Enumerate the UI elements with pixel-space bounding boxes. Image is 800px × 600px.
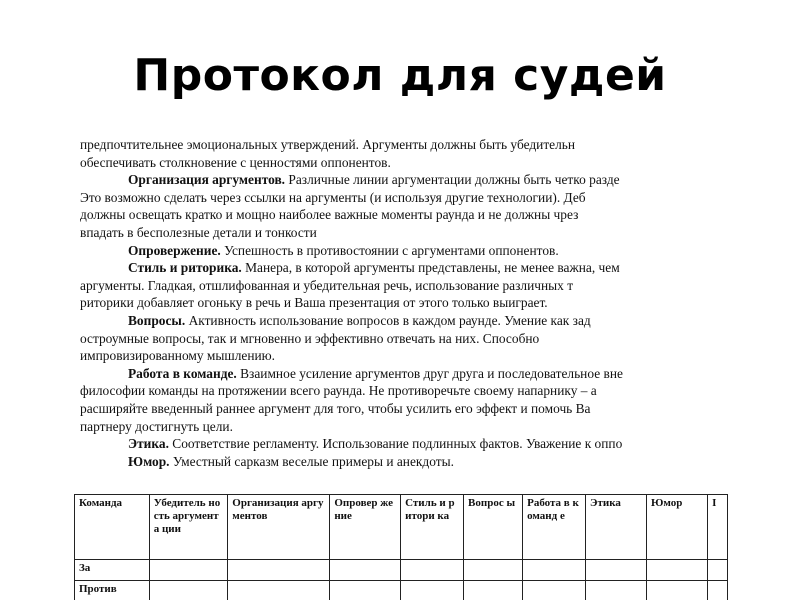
criterion-label: Этика.	[128, 436, 169, 452]
criterion-text: аргументы. Гладкая, отшлифованная и убедительная речь, использование различных т	[80, 277, 574, 293]
criterion-text: обеспечивать столкновение с ценностями оппонентов.	[80, 154, 391, 170]
score-cell[interactable]	[647, 560, 708, 581]
score-table-row	[75, 581, 728, 600]
criterion-text: Это возможно сделать через ссылки на аргументы (и используя другие технологии). Деб	[80, 189, 586, 205]
slide-title: Протокол для судей	[133, 50, 667, 101]
document-line	[80, 418, 728, 436]
score-table-header: Убедитель ность аргумента ции	[149, 495, 228, 560]
criterion-label: Юмор.	[128, 453, 170, 469]
score-table-header: I	[708, 495, 728, 560]
score-cell[interactable]	[330, 560, 401, 581]
criterion-text: риторики добавляет огоньку в речь и Ваша презентация от этого только выиграет.	[80, 295, 548, 311]
document-line	[80, 435, 728, 453]
score-table-header: Работа в команд е	[523, 495, 586, 560]
criterion-text: партнеру достигнуть цели.	[80, 418, 233, 434]
score-cell[interactable]	[586, 560, 647, 581]
criterion-text: Различные линии аргументации должны быть четко разде	[285, 172, 620, 188]
cropped-line	[80, 128, 728, 136]
score-cell[interactable]	[228, 581, 330, 600]
team-name-cell: Против	[75, 581, 150, 600]
criterion-text: Манера, в которой аргументы представлены, не менее важна, чем	[241, 260, 620, 276]
score-cell[interactable]	[149, 581, 228, 600]
criterion-text: впадать в бесполезные детали и тонкости	[80, 224, 317, 240]
criteria-text	[80, 136, 728, 470]
document-line	[80, 242, 728, 260]
criterion-text: Уместный сарказм веселые примеры и анекдоты.	[169, 453, 454, 469]
score-table-wrapper	[74, 494, 728, 600]
score-table-header: Опровер жение	[330, 495, 401, 560]
criterion-label: Организация аргументов.	[128, 172, 286, 188]
score-cell[interactable]	[228, 560, 330, 581]
criterion-text: предпочтительнее эмоциональных утверждений. Аргументы должны быть убедительн	[80, 137, 576, 152]
document-line	[80, 189, 728, 207]
score-cell[interactable]	[330, 581, 401, 600]
document-line	[80, 294, 728, 312]
document-line	[80, 400, 728, 418]
score-table-header: Стиль и ритори ка	[401, 495, 464, 560]
score-cell[interactable]	[708, 581, 728, 600]
score-cell[interactable]	[464, 581, 523, 600]
score-cell[interactable]	[401, 560, 464, 581]
score-cell[interactable]	[586, 581, 647, 600]
criterion-text: Соответствие регламенту. Использование подлинных фактов. Уважение к оппо	[168, 436, 623, 452]
team-name-cell: За	[75, 560, 150, 581]
criterion-text: расширяйте введенный раннее аргумент для того, чтобы усилить его эффект и помочь Ва	[80, 400, 591, 416]
criterion-label: Работа в команде.	[128, 365, 237, 381]
score-table	[74, 494, 728, 600]
criterion-text: Успешность в противостоянии с аргументами оппонентов.	[220, 242, 559, 258]
document-line	[80, 312, 728, 330]
score-cell[interactable]	[708, 560, 728, 581]
document-line	[80, 206, 728, 224]
score-cell[interactable]	[523, 581, 586, 600]
criterion-text: импровизированному мышлению.	[80, 348, 276, 364]
score-cell[interactable]	[401, 581, 464, 600]
criterion-text: Взаимное усиление аргументов друг друга и последовательное вне	[236, 365, 623, 381]
document-line	[80, 259, 728, 277]
document-line	[80, 154, 728, 172]
criterion-label: Стиль и риторика.	[128, 260, 242, 276]
document-line	[80, 136, 728, 154]
document-line	[80, 382, 728, 400]
score-cell[interactable]	[523, 560, 586, 581]
score-table-header: Команда	[75, 495, 150, 560]
score-table-header: Организация аргументов	[228, 495, 330, 560]
criterion-text: остроумные вопросы, так и мгновенно и эффективно отвечать на них. Способно	[80, 330, 540, 346]
document-line	[80, 453, 728, 471]
document-line	[80, 347, 728, 365]
score-table-header: Вопрос ы	[464, 495, 523, 560]
document-line	[80, 224, 728, 242]
criterion-text: философии команды на протяжении всего раунда. Не противоречьте своему напарнику – а	[80, 383, 597, 399]
document-line	[80, 171, 728, 189]
score-cell[interactable]	[647, 581, 708, 600]
criterion-text: Активность использование вопросов в каждом раунде. Умение как зад	[185, 312, 591, 328]
score-table-row	[75, 560, 728, 581]
score-cell[interactable]	[464, 560, 523, 581]
criterion-label: Вопросы.	[128, 312, 186, 328]
score-table-header: Этика	[586, 495, 647, 560]
document-line	[80, 365, 728, 383]
score-cell[interactable]	[149, 560, 228, 581]
document-line	[80, 277, 728, 295]
document-line	[80, 330, 728, 348]
score-table-header-row	[75, 495, 728, 560]
score-table-header: Юмор	[647, 495, 708, 560]
criterion-label: Опровержение.	[128, 242, 221, 258]
criterion-text: должны освещать кратко и мощно наиболее важные моменты раунда и не должны чрез	[80, 207, 579, 223]
